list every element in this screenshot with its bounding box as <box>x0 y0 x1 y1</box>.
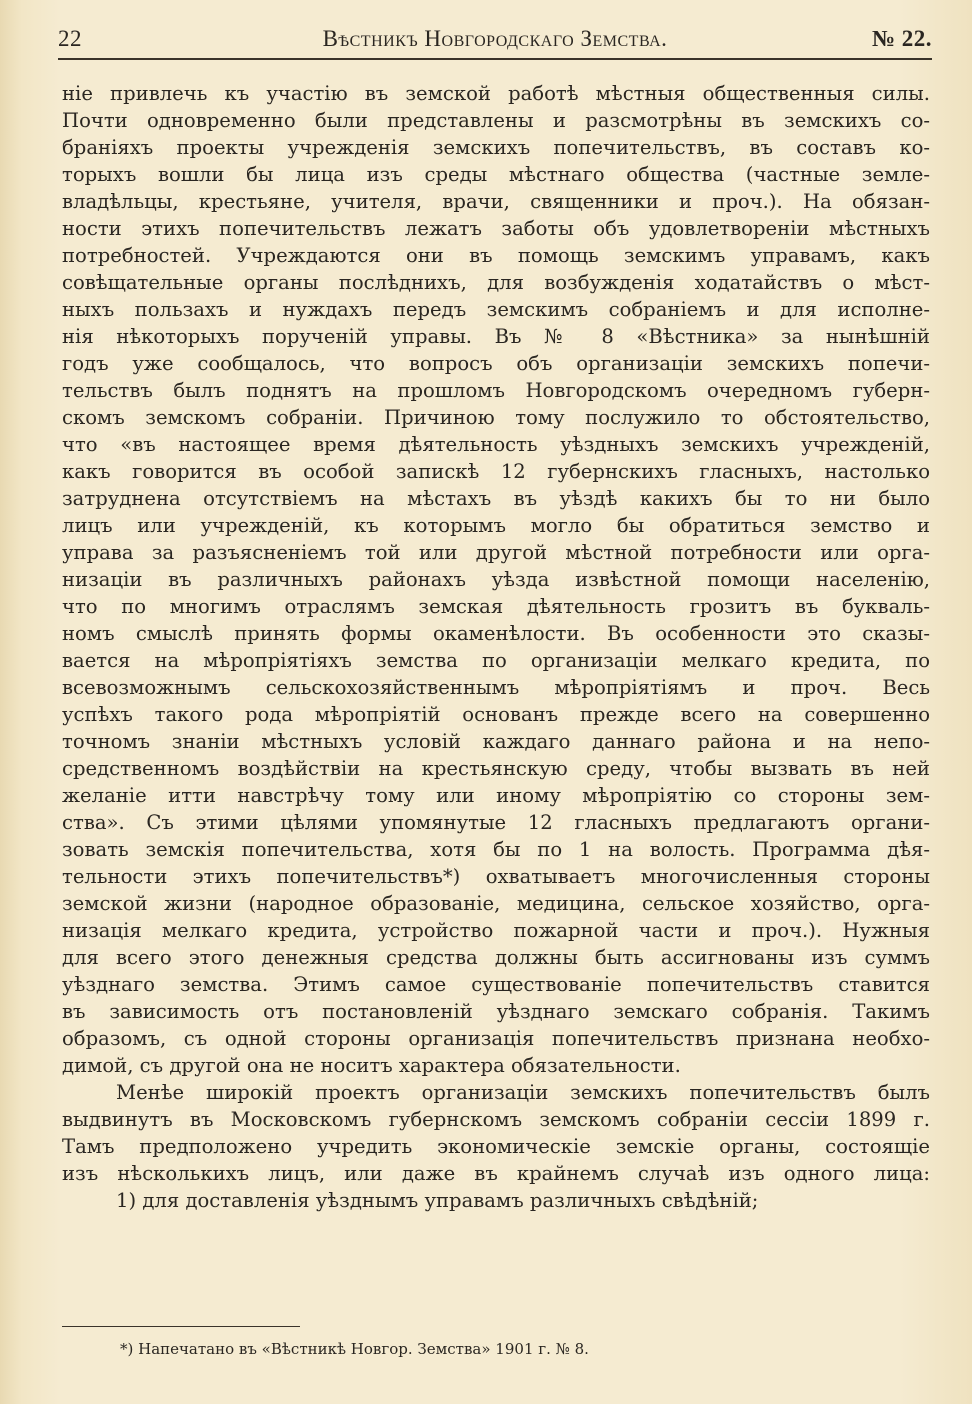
text-line: зовать земскія попечительства, хотя бы по 1 на волость. Программа дѣя- <box>62 838 930 861</box>
header-rule <box>58 58 932 60</box>
text-line: Тамъ предположено учредить экономическіе земскіе органы, состоящіе <box>62 1135 930 1158</box>
text-line: нія нѣкоторыхъ порученій управы. Въ № 8 «Вѣстника» за нынѣшній <box>62 325 930 348</box>
text-line: номъ смыслѣ принять формы окаменѣлости. Въ особенности это сказы- <box>62 622 930 645</box>
text-line: уѣзднаго земства. Этимъ самое существованіе попечительствъ ставится <box>62 973 930 996</box>
text-line: образомъ, съ одной стороны организація попечительствъ признана необхо- <box>62 1027 930 1050</box>
text-line: что по многимъ отраслямъ земская дѣятельность грозитъ въ букваль- <box>62 595 930 618</box>
text-line: низація мелкаго кредита, устройство пожарной части и проч.). Нужныя <box>62 919 930 942</box>
text-line: изъ нѣсколькихъ лицъ, или даже въ крайнемъ случаѣ изъ одного лица: <box>62 1162 930 1185</box>
text-line: димой, съ другой она не носитъ характера обязательности. <box>62 1054 681 1077</box>
text-line: всевозможнымъ сельскохозяйственнымъ мѣропріятіямъ и проч. Весь <box>62 676 930 699</box>
issue-number: № 22. <box>871 26 932 51</box>
body-text <box>62 80 930 1214</box>
text-line: тельствъ былъ поднятъ на прошломъ Новгородскомъ очередномъ губерн- <box>62 379 930 402</box>
text-line: тельности этихъ попечительствъ*) охватываетъ многочисленныя стороны <box>62 865 930 888</box>
text-line: въ зависимость отъ постановленій уѣзднаго земскаго собранія. Такимъ <box>62 1000 930 1023</box>
text-line: для всего этого денежныя средства должны быть ассигнованы изъ суммъ <box>62 946 930 969</box>
text-line: выдвинутъ въ Московскомъ губернскомъ земскомъ собраніи сессіи 1899 г. <box>62 1108 930 1131</box>
text-line: 1) для доставленія уѣзднымъ управамъ различныхъ свѣдѣній; <box>116 1189 759 1212</box>
text-line: точномъ знаніи мѣстныхъ условій каждаго даннаго района и на непо- <box>62 730 930 753</box>
footnote: *) Напечатано въ «Вѣстникѣ Новгор. Земства» 1901 г. № 8. <box>120 1340 589 1358</box>
text-line: Менѣе широкій проектъ организаціи земскихъ попечительствъ былъ <box>116 1081 930 1104</box>
text-line: управа за разъясненіемъ той или другой мѣстной потребности или орга- <box>62 541 930 564</box>
text-line: средственномъ воздѣйствіи на крестьянскую среду, чтобы вызвать въ ней <box>62 757 930 780</box>
text-line: потребностей. Учреждаются они въ помощь земскимъ управамъ, какъ <box>62 244 930 267</box>
text-line: ныхъ пользахъ и нуждахъ передъ земскимъ собраніемъ и для исполне- <box>62 298 930 321</box>
text-line: затруднена отсутствіемъ на мѣстахъ въ уѣздѣ какихъ бы то ни было <box>62 487 930 510</box>
text-line: желаніе итти навстрѣчу тому или иному мѣропріятію со стороны зем- <box>62 784 930 807</box>
text-line: совѣщательные органы послѣднихъ, для возбужденія ходатайствъ о мѣст- <box>62 271 930 294</box>
text-line: земской жизни (народное образованіе, медицина, сельское хозяйство, орга- <box>62 892 930 915</box>
text-line: какъ говорится въ особой запискѣ 12 губернскихъ гласныхъ, настолько <box>62 460 930 483</box>
footnote-rule <box>62 1326 300 1327</box>
text-line: скомъ земскомъ собраніи. Причиною тому послужило то обстоятельство, <box>62 406 930 429</box>
text-line: ности этихъ попечительствъ лежатъ заботы объ удовлетвореніи мѣстныхъ <box>62 217 930 240</box>
journal-title: Вѣстникъ Новгородскаго Земства. <box>322 26 668 51</box>
text-line: успѣхъ такого рода мѣропріятій основанъ прежде всего на совершенно <box>62 703 930 726</box>
running-header <box>58 26 932 56</box>
text-line: ства». Съ этими цѣлями упомянутые 12 гласныхъ предлагаютъ органи- <box>62 811 930 834</box>
text-line: низаціи въ различныхъ районахъ уѣзда извѣстной помощи населенію, <box>62 568 930 591</box>
text-line: браніяхъ проекты учрежденія земскихъ попечительствъ, въ составъ ко- <box>62 136 930 159</box>
text-line: вается на мѣропріятіяхъ земства по организаціи мелкаго кредита, по <box>62 649 930 672</box>
text-line: Почти одновременно были представлены и разсмотрѣны въ земскихъ со- <box>62 109 930 132</box>
text-line: владѣльцы, крестьяне, учителя, врачи, священники и проч.). На обязан- <box>62 190 930 213</box>
text-line: торыхъ вошли бы лица изъ среды мѣстнаго общества (частные земле- <box>62 163 930 186</box>
text-line: лицъ или учрежденій, къ которымъ могло бы обратиться земство и <box>62 514 930 537</box>
text-line: годъ уже сообщалось, что вопросъ объ организаціи земскихъ попечи- <box>62 352 930 375</box>
text-line: ніе привлечь къ участію въ земской работѣ мѣстныя общественныя силы. <box>62 82 930 105</box>
text-line: что «въ настоящее время дѣятельность уѣздныхъ земскихъ учрежденій, <box>62 433 930 456</box>
page-number: 22 <box>58 26 82 51</box>
